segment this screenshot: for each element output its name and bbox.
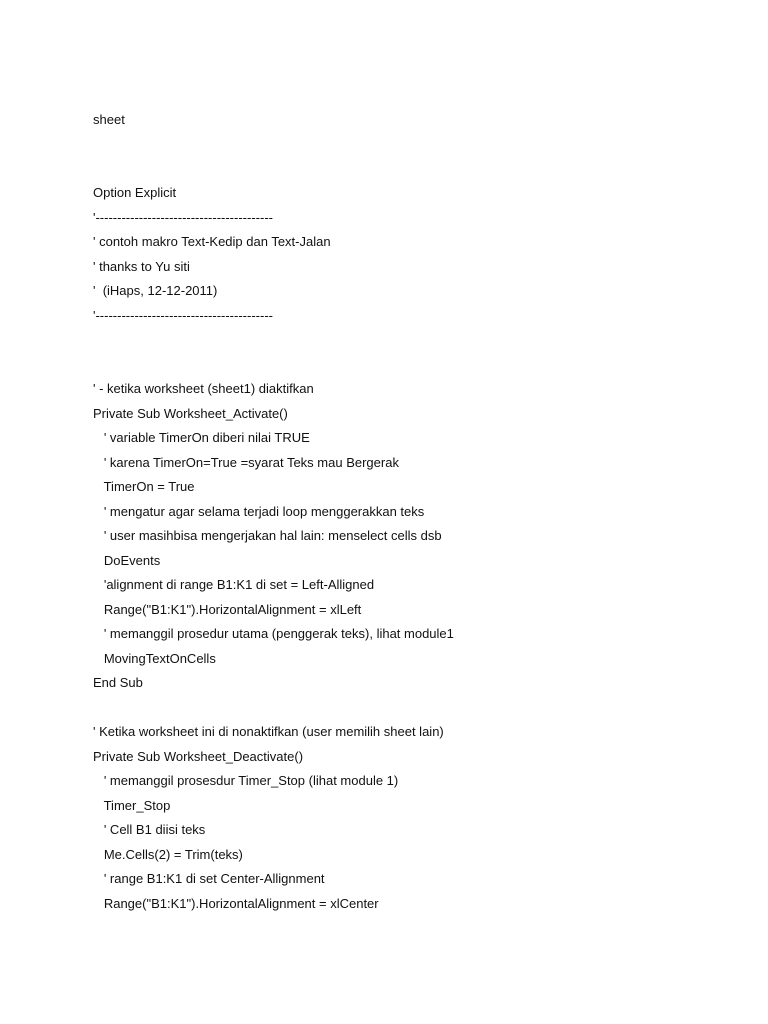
code-line: ' variable TimerOn diberi nilai TRUE: [93, 430, 310, 445]
code-line: 'alignment di range B1:K1 di set = Left-Alligned: [93, 577, 375, 592]
code-line: MovingTextOnCells: [93, 650, 216, 666]
code-line: Me.Cells(2) = Trim(teks): [93, 846, 243, 862]
code-line: ' Ketika worksheet ini di nonaktifkan (user memilih sheet lain): [93, 724, 444, 739]
code-line: ' thanks to Yu siti: [93, 258, 190, 274]
code-line: Range("B1:K1").HorizontalAlignment = xlLeft: [93, 601, 362, 617]
code-line: DoEvents: [93, 552, 161, 568]
code-line: ' memanggil prosedur utama (penggerak teks), lihat module1: [93, 626, 454, 641]
code-line: ' memanggil prosesdur Timer_Stop (lihat module 1): [93, 773, 399, 788]
code-line: ' karena TimerOn=True =syarat Teks mau Bergerak: [93, 454, 399, 470]
code-line: ' - ketika worksheet (sheet1) diaktifkan: [93, 381, 314, 396]
code-line: TimerOn = True: [93, 479, 195, 494]
code-line: Timer_Stop: [93, 797, 171, 813]
code-line: [93, 330, 454, 355]
code-line: Private Sub Worksheet_Activate(): [93, 405, 288, 421]
code-line: Range("B1:K1").HorizontalAlignment = xlCenter: [93, 895, 379, 911]
code-line: ' contoh makro Text-Kedip dan Text-Jalan: [93, 234, 331, 249]
code-line: ' Cell B1 diisi teks: [93, 822, 206, 837]
code-line: '-----------------------------------------: [93, 307, 273, 323]
code-line: [93, 698, 454, 723]
code-line: '-----------------------------------------: [93, 209, 273, 225]
code-line: ' (iHaps, 12-12-2011): [93, 283, 218, 298]
code-line: [93, 355, 454, 380]
code-line: ' range B1:K1 di set Center-Allignment: [93, 871, 325, 886]
vba-code-block: [93, 183, 454, 918]
code-line: End Sub: [93, 675, 143, 690]
code-line: ' user masihbisa mengerjakan hal lain: menselect cells dsb: [93, 528, 442, 543]
code-line: Option Explicit: [93, 185, 177, 200]
code-line: ' mengatur agar selama terjadi loop menggerakkan teks: [93, 503, 425, 519]
code-line: Private Sub Worksheet_Deactivate(): [93, 748, 304, 764]
document-heading: sheet: [93, 112, 125, 127]
